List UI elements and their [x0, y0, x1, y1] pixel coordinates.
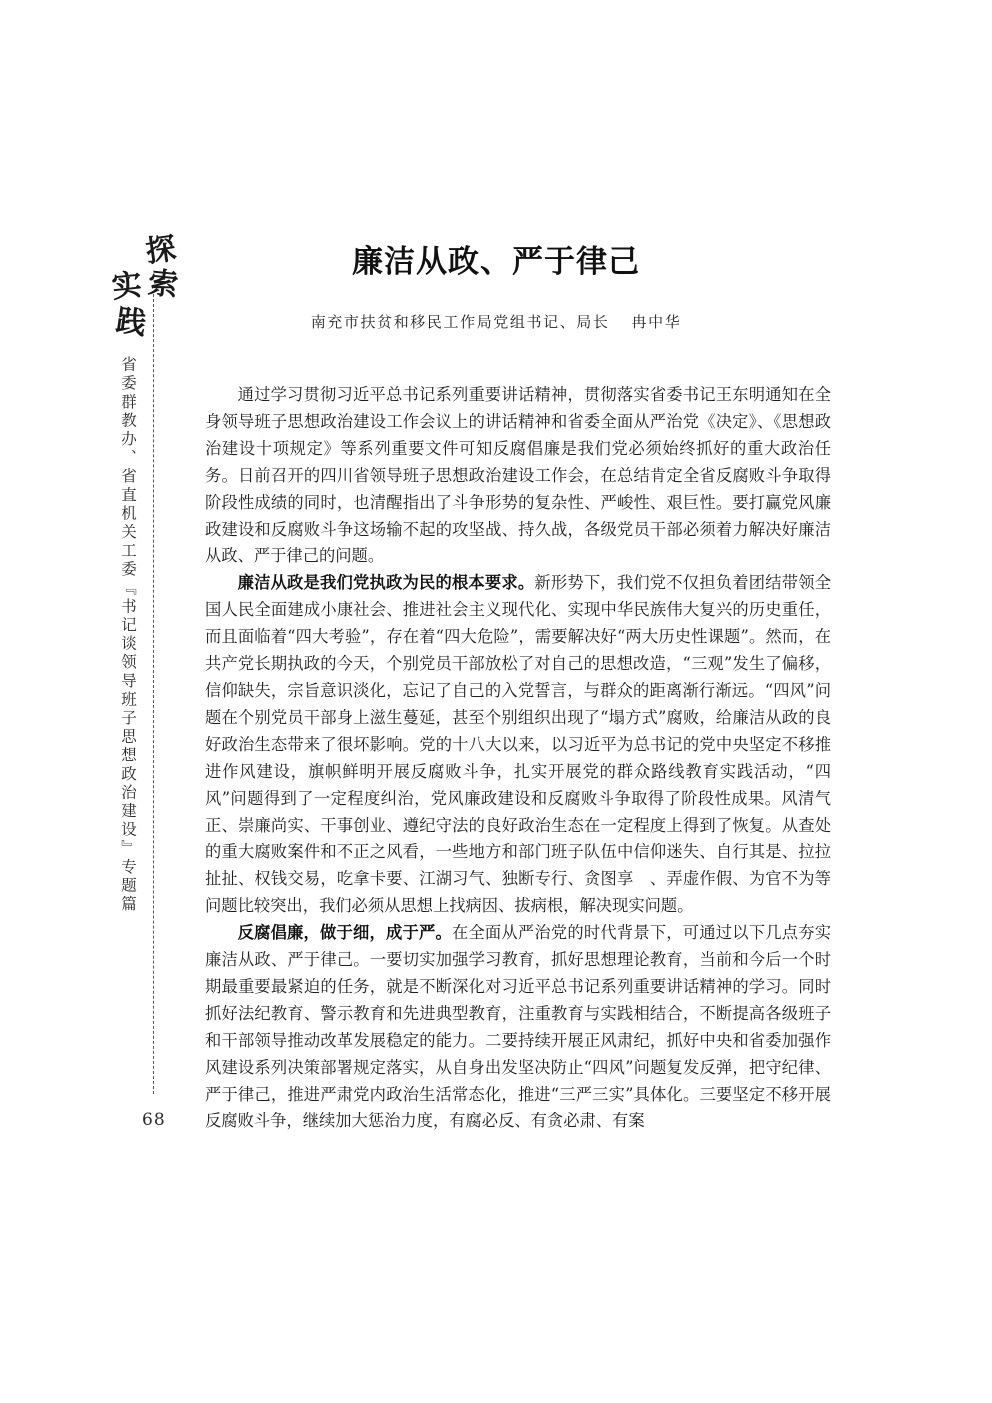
logo-char: 实	[110, 267, 144, 306]
author-name: 冉中华	[631, 313, 682, 331]
column-subtitle: 省委群教办、省直机关工委『书记谈领导班子思想政治建设』专题篇	[119, 356, 137, 914]
paragraph	[205, 920, 831, 1135]
article-title: 廉洁从政、严于律己	[352, 244, 640, 280]
side-divider	[153, 294, 154, 1094]
logo-char: 探	[143, 231, 179, 270]
paragraph-text: 通过学习贯彻习近平总书记系列重要讲话精神，贯彻落实省委书记王东明通知在全身领导班子思想政治建设工作会议上的讲话精神和省委全面从严治党《决定》、《思想政治建设十项规定》等系列重要文件可知反腐倡廉是我们党必须始终抓好的重大政治任务。日前召开的四川省领导班子思想政治建设工作会，在总结肯定全省反腐败斗争取得阶段性成绩的同时，也清醒指出了斗争形势的复杂性、严峻性、艰巨性。要打赢党风廉政建设和反腐败斗争这场输不起的攻坚战、持久战，各级党员干部必须着力解决好廉洁从政、严于律己的问题。	[205, 385, 831, 566]
author-position: 南充市扶贫和移民工作局党组书记、局长	[310, 313, 610, 331]
paragraph	[205, 570, 831, 920]
page-number: 68	[142, 1110, 166, 1130]
byline	[0, 311, 992, 332]
paragraph-lead: 廉洁从政是我们党执政为民的根本要求。	[237, 573, 535, 593]
paragraph-text: 在全面从严治党的时代背景下，可通过以下几点夯实廉洁从政、严于律己。一要切实加强学习教育，抓好思想理论教育，当前和今后一个时期最重要最紧迫的任务，就是不断深化对习近平总书记系列重要讲话精神的学习。同时抓好法纪教育、警示教育和先进典型教育，注重教育与实践相结合，不断提高各级班子和干部领导推动改革发展稳定的能力。二要持续开展正风肃纪，抓好中央和省委加强作风建设系列决策部署规定落实，从自身出发坚决防止“四风”问题复发反弹，把守纪律、严于律己，推进严肃党内政治生活常态化，推进“三严三实”具体化。三要坚定不移开展反腐败斗争，继续加大惩治力度，有腐必反、有贪必肃、有案	[205, 923, 831, 1131]
logo-char: 索	[146, 265, 180, 304]
paragraph	[205, 382, 831, 570]
logo-char: 践	[113, 303, 149, 342]
paragraph-lead: 反腐倡廉，做于细，成于严。	[237, 923, 452, 943]
article-body	[205, 382, 831, 1135]
paragraph-text: 新形势下，我们党不仅担负着团结带领全国人民全面建成小康社会、推进社会主义现代化、实现中华民族伟大复兴的历史重任，而且面临着“四大考验”，存在着“四大危险”，需要解决好“两大历史性课题”。然而，在共产党长期执政的今天，个别党员干部放松了对自己的思想改造，“三观”发生了偏移，信仰缺失，宗旨意识淡化，忘记了自己的入党誓言，与群众的距离渐行渐远。“四风”问题在个别党员干部身上滋生蔓延，甚至个别组织出现了“塌方式”腐败，给廉洁从政的良好政治生态带来了很坏影响。党的十八大以来，以习近平为总书记的党中央坚定不移推进作风建设，旗帜鲜明开展反腐败斗争，扎实开展党的群众路线教育实践活动，“四风”问题得到了一定程度纠治，党风廉政建设和反腐败斗争取得了阶段性成果。风清气正、崇廉尚实、干事创业、遵纪守法的良好政治生态在一定程度上得到了恢复。从查处的重大腐败案件和不正之风看，一些地方和部门班子队伍中信仰迷失、自行其是、拉拉扯扯、权钱交易，吃拿卡要、江湖习气、独断专行、贪图享 、弄虚作假、为官不为等问题比较突出，我们必须从思想上找病因、拔病根，解决现实问题。	[205, 573, 831, 916]
